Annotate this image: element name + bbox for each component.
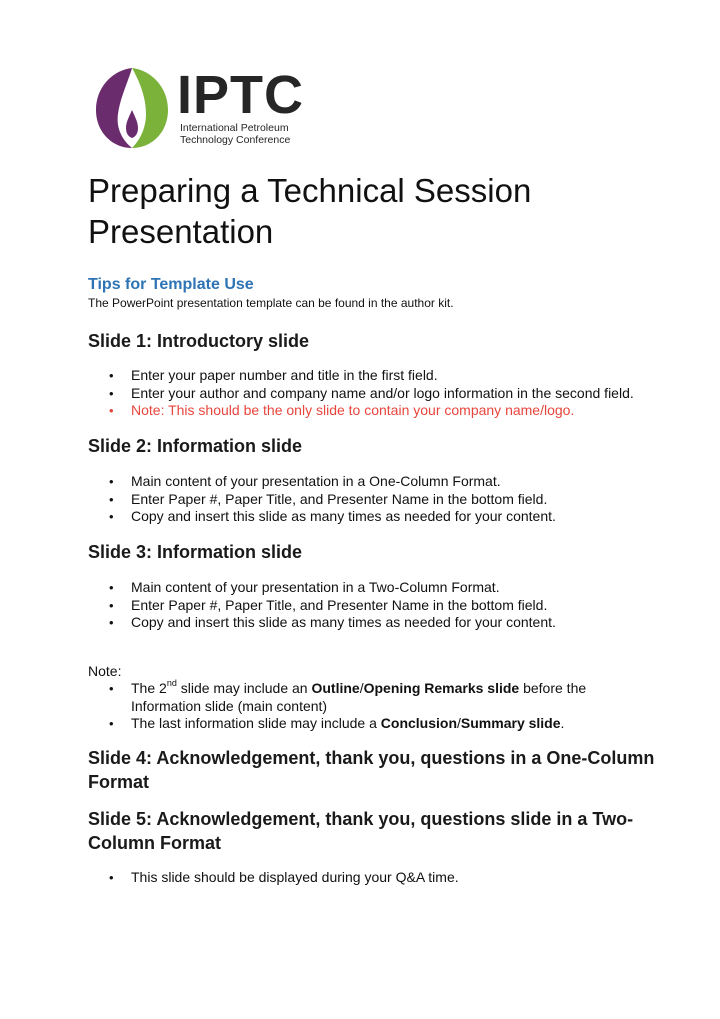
list-item: • Copy and insert this slide as many times as needed for your content. (88, 614, 678, 632)
list-item: • Main content of your presentation in a One-Column Format. (88, 473, 678, 491)
logo-subtitle-line2: Technology Conference (180, 134, 291, 146)
list-item: • Enter Paper #, Paper Title, and Presenter Name in the bottom field. (88, 597, 678, 615)
text: slide may include an (176, 680, 312, 696)
slide2-list (88, 473, 678, 526)
list-item-note: • Note: This should be the only slide to contain your company name/logo. (88, 402, 678, 420)
text: / (457, 715, 461, 731)
slide1-heading: Slide 1: Introductory slide (88, 331, 310, 351)
list-item: • This slide should be displayed during your Q&A time. (88, 869, 678, 887)
drop-emblem-icon (92, 62, 172, 152)
list-item: • Enter Paper #, Paper Title, and Presenter Name in the bottom field. (88, 491, 678, 509)
superscript: nd (166, 678, 177, 689)
slide5-list (88, 869, 678, 887)
page-title: Preparing a Technical Session Presentation (88, 172, 532, 250)
slide3-list (88, 579, 678, 632)
note-label: Note: (88, 663, 122, 679)
text: The 2 (131, 680, 167, 696)
bold-text: Conclusion (380, 715, 458, 731)
list-item: • Copy and insert this slide as many times as needed for your content. (88, 508, 678, 526)
logo-subtitle-line1: International Petroleum (180, 122, 289, 134)
list-item: • Main content of your presentation in a Two-Column Format. (88, 579, 678, 597)
note-item-conclusion (88, 715, 628, 733)
logo-subtitle (180, 122, 290, 146)
slide4-heading: Slide 4: Acknowledgement, thank you, questions in a One-Column Format (88, 748, 655, 792)
bold-text: Summary slide (460, 715, 561, 731)
slide5-heading: Slide 5: Acknowledgement, thank you, questions slide in a Two-Column Format (88, 809, 634, 853)
text: before the Information slide (main content) (131, 680, 587, 714)
tips-text: The PowerPoint presentation template can be found in the author kit. (88, 296, 454, 310)
text: The last information slide may include a (131, 715, 381, 731)
slide1-list (88, 367, 678, 420)
tips-heading: Tips for Template Use (88, 276, 254, 293)
slide2-heading: Slide 2: Information slide (88, 436, 303, 456)
logo-wordmark: IPTC (177, 65, 305, 125)
list-item: • Enter your author and company name and/or logo information in the second field. (88, 385, 678, 403)
bold-text: Outline (311, 680, 360, 696)
text: / (359, 680, 364, 696)
note-list (88, 680, 628, 733)
bold-text: Opening Remarks slide (363, 680, 520, 696)
list-item: • Enter your paper number and title in the first field. (88, 367, 678, 385)
note-item-outline (88, 680, 628, 715)
text: . (560, 715, 565, 731)
slide3-heading: Slide 3: Information slide (88, 542, 303, 562)
iptc-logo (92, 62, 307, 152)
